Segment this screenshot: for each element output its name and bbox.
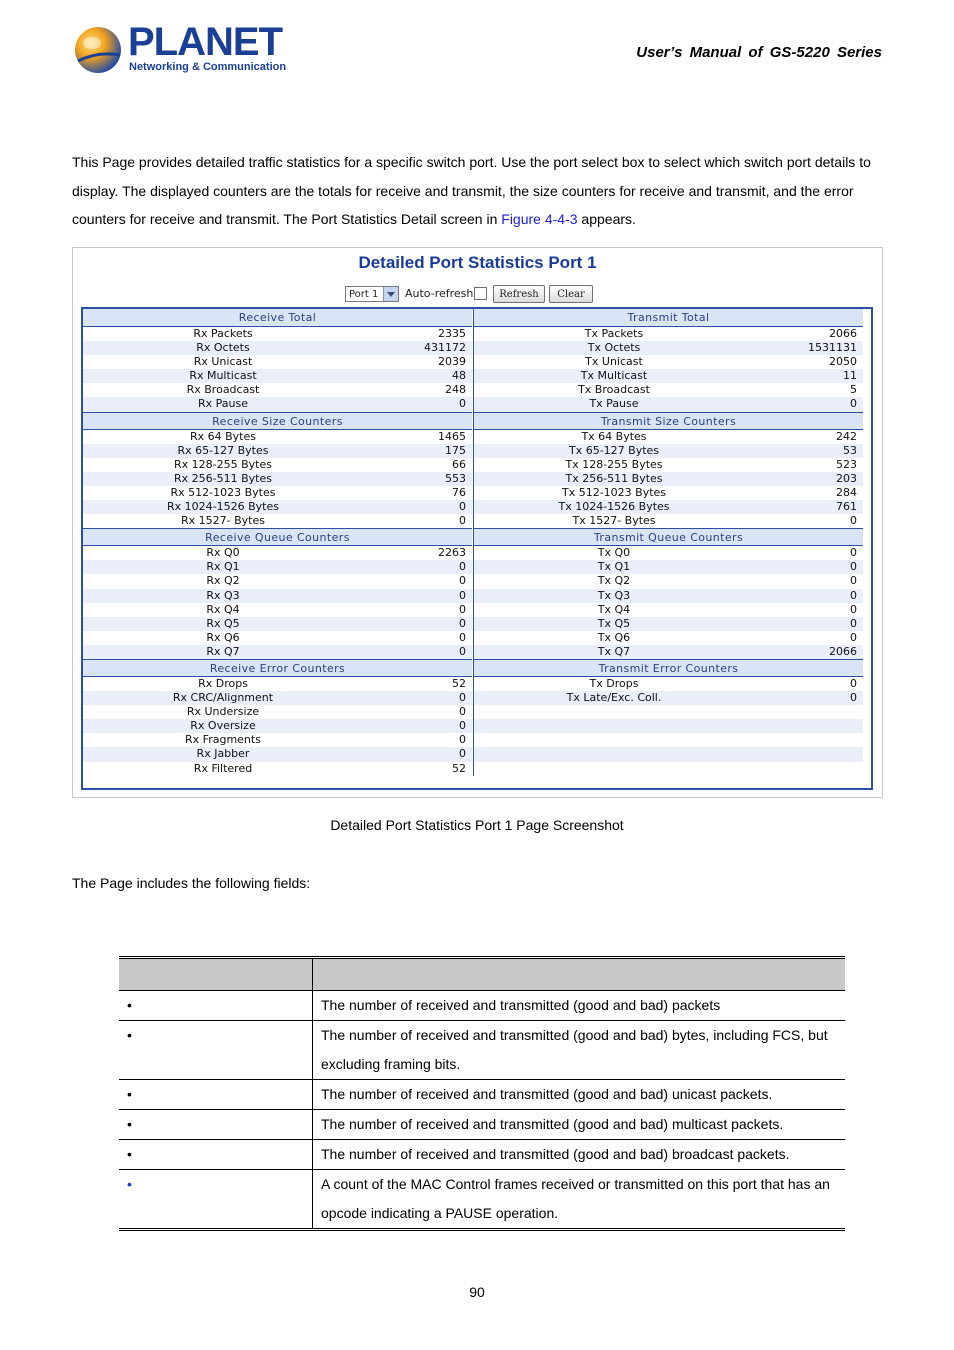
counter-value: 0 (850, 616, 857, 630)
counter-label: Tx Late/Exc. Coll. (566, 691, 662, 705)
table-row (119, 991, 845, 1021)
counter-value: 52 (452, 676, 466, 690)
counter-label: Rx Q6 (206, 630, 240, 644)
table-row (474, 631, 863, 645)
table-row (83, 514, 472, 528)
counter-value: 5 (850, 383, 857, 397)
table-row (83, 603, 472, 617)
counter-label: Tx Q0 (597, 546, 631, 560)
counter-value: 761 (836, 500, 857, 514)
table-row (119, 1170, 845, 1230)
description-cell: A count of the MAC Control frames received or transmitted on this port that has an opcode indicating a PAUSE operation. (313, 1170, 846, 1230)
counter-value: 1531131 (808, 341, 857, 355)
description-cell: The number of received and transmitted (good and bad) packets (313, 991, 846, 1021)
table-row (474, 458, 863, 472)
table-header-row (119, 958, 845, 991)
counter-label: Tx Octets (587, 341, 641, 355)
table-row (83, 617, 472, 631)
table-row (474, 677, 863, 691)
receive-column (83, 309, 472, 776)
port-select-value: Port 1 (349, 289, 379, 300)
table-row (83, 444, 472, 458)
table-row (474, 444, 863, 458)
table-row (474, 762, 863, 776)
counter-value: 242 (836, 429, 857, 443)
table-row (474, 617, 863, 631)
counter-label: Rx Packets (193, 327, 253, 340)
field-description-table (119, 956, 845, 1231)
table-row (119, 1021, 845, 1080)
planet-logo (72, 20, 287, 78)
counter-value: 2050 (829, 355, 857, 369)
counter-value: 203 (836, 471, 857, 485)
figure-caption: Detailed Port Statistics Port 1 Page Screenshot (330, 817, 624, 833)
table-row (474, 574, 863, 588)
figure-link[interactable]: Figure 4-4-3 (501, 211, 578, 228)
section-header: Transmit Size Counters (474, 412, 863, 430)
counter-value: 0 (459, 691, 466, 705)
section-header: Transmit Error Counters (474, 659, 863, 677)
counter-label: Rx Q7 (206, 644, 240, 658)
counter-label: Tx Unicast (585, 355, 643, 369)
counter-value: 0 (459, 500, 466, 514)
clear-button[interactable]: Clear (549, 285, 593, 303)
table-row (83, 341, 472, 355)
statistics-table (81, 307, 873, 790)
counter-label: Tx Pause (589, 397, 639, 411)
counter-value: 284 (836, 485, 857, 499)
intro-text: This Page provides detailed traffic statistics for a specific switch port. Use the port select box to select which switch port details to display. The displayed counters are the totals for receive and transmit, the size counters for receive and transmit, and the error counters for receive and transmit. The Port Statistics Detail screen in (72, 154, 871, 228)
counter-label: Rx 65-127 Bytes (177, 443, 269, 457)
table-row (119, 1080, 845, 1110)
table-row (83, 383, 472, 397)
counter-value: 0 (459, 747, 466, 761)
bullet-icon: • (127, 997, 132, 1013)
table-row (83, 705, 472, 719)
counter-label: Tx 65-127 Bytes (568, 443, 660, 457)
counter-label: Tx 1527- Bytes (572, 514, 656, 528)
counter-label: Tx Q4 (597, 602, 631, 616)
table-row (83, 472, 472, 486)
counter-label: Rx Drops (198, 676, 248, 690)
counter-label: Rx Octets (196, 341, 250, 355)
counter-label: Tx 128-255 Bytes (565, 457, 663, 471)
table-row (83, 546, 472, 560)
object-cell (119, 1080, 313, 1110)
counter-label: Rx Filtered (193, 761, 253, 775)
table-row (474, 691, 863, 705)
bullet-icon: • (127, 1086, 132, 1102)
object-cell (119, 1170, 313, 1230)
table-row (474, 733, 863, 747)
table-row (83, 500, 472, 514)
counter-value: 53 (843, 443, 857, 457)
counter-label: Tx 256-511 Bytes (565, 471, 663, 485)
table-row (83, 719, 472, 733)
counter-label: Tx Q7 (597, 644, 631, 658)
table-row (474, 560, 863, 574)
object-cell (119, 1110, 313, 1140)
counter-label: Tx Packets (584, 327, 644, 340)
table-row (474, 355, 863, 369)
counter-label: Rx Q5 (206, 616, 240, 630)
table-row (83, 747, 472, 761)
section-header: Transmit Queue Counters (474, 528, 863, 546)
counter-value: 0 (850, 676, 857, 690)
table-row (474, 341, 863, 355)
counter-value: 66 (452, 457, 466, 471)
counter-value: 0 (459, 574, 466, 588)
port-select[interactable] (345, 286, 399, 302)
counter-value: 0 (850, 691, 857, 705)
counter-label: Rx Oversize (190, 719, 256, 733)
counter-value: 0 (459, 616, 466, 630)
screenshot-panel (72, 247, 883, 798)
table-row (83, 397, 472, 411)
counter-value: 523 (836, 457, 857, 471)
counter-value: 0 (459, 514, 466, 528)
counter-value: 0 (850, 630, 857, 644)
counter-label: Tx 512-1023 Bytes (561, 485, 667, 499)
table-row (83, 430, 472, 444)
table-row (474, 397, 863, 411)
manual-title: User’s Manual of GS-5220 Series (636, 44, 882, 61)
bullet-icon: • (127, 1027, 132, 1043)
table-row (83, 733, 472, 747)
counter-value: 2039 (438, 355, 466, 369)
counter-value: 48 (452, 369, 466, 383)
globe-icon (72, 25, 124, 75)
table-row (474, 500, 863, 514)
section-header: Receive Error Counters (83, 659, 472, 677)
object-cell (119, 1140, 313, 1170)
table-row (83, 355, 472, 369)
counter-label: Rx 256-511 Bytes (174, 471, 272, 485)
counter-label: Rx Q0 (206, 546, 240, 560)
description-cell: The number of received and transmitted (good and bad) multicast packets. (313, 1110, 846, 1140)
counter-value: 553 (445, 471, 466, 485)
table-row (474, 603, 863, 617)
bullet-icon: • (127, 1176, 132, 1192)
table-row (83, 589, 472, 603)
counter-label: Rx CRC/Alignment (172, 691, 274, 705)
chevron-down-icon[interactable] (383, 287, 398, 301)
bullet-icon: • (127, 1116, 132, 1132)
counter-value: 0 (850, 588, 857, 602)
section-header: Receive Total (83, 309, 472, 327)
table-row (119, 1140, 845, 1170)
counter-label: Tx Q2 (597, 574, 631, 588)
table-row (474, 546, 863, 560)
table-row (83, 369, 472, 383)
counter-label: Tx 1024-1526 Bytes (558, 500, 670, 514)
counter-label: Tx Multicast (580, 369, 648, 383)
counter-label: Rx 64 Bytes (189, 429, 256, 443)
object-cell (119, 1021, 313, 1080)
counter-value: 0 (459, 705, 466, 719)
counter-value: 0 (850, 560, 857, 574)
counter-value: 0 (459, 588, 466, 602)
object-cell (119, 991, 313, 1021)
counter-value: 52 (452, 761, 466, 775)
counter-label: Rx Undersize (186, 705, 260, 719)
counter-value: 0 (459, 397, 466, 411)
panel-title: Detailed Port Statistics Port 1 (358, 253, 597, 272)
table-row (474, 705, 863, 719)
table-row (83, 677, 472, 691)
counter-value: 0 (850, 514, 857, 528)
counter-label: Tx Broadcast (578, 383, 650, 397)
table-row (474, 719, 863, 733)
counter-label: Tx Q3 (597, 588, 631, 602)
table-row (83, 486, 472, 500)
section-header: Transmit Total (474, 309, 863, 327)
counter-label: Tx Drops (589, 676, 639, 690)
table-row (83, 691, 472, 705)
counter-label: Tx Q5 (597, 616, 631, 630)
counter-value: 0 (850, 397, 857, 411)
counter-label: Rx Pause (198, 397, 248, 411)
table-row (474, 514, 863, 528)
table-row (474, 589, 863, 603)
table-row (119, 1110, 845, 1140)
table-row (83, 631, 472, 645)
counter-value: 0 (459, 733, 466, 747)
table-row (83, 574, 472, 588)
section-header: Receive Size Counters (83, 412, 472, 430)
table-row (474, 747, 863, 761)
logo-wordmark: PLANET (128, 20, 282, 64)
counter-value: 2335 (438, 327, 466, 340)
counter-label: Rx 512-1023 Bytes (170, 485, 276, 499)
page-number: 90 (469, 1284, 485, 1300)
counter-label: Rx 1527- Bytes (181, 514, 265, 528)
logo-tagline: Networking & Communication (129, 61, 287, 73)
table-row (474, 369, 863, 383)
counter-value: 0 (850, 602, 857, 616)
counter-label: Rx 128-255 Bytes (174, 457, 272, 471)
counter-label: Rx Jabber (196, 747, 250, 761)
section-header: Receive Queue Counters (83, 528, 472, 546)
counter-value: 11 (843, 369, 857, 383)
counter-label: Rx Fragments (185, 733, 261, 747)
bullet-icon: • (127, 1146, 132, 1162)
counter-value: 76 (452, 485, 466, 499)
counter-value: 0 (459, 644, 466, 658)
refresh-button[interactable]: Refresh (493, 285, 545, 303)
counter-label: Rx Multicast (189, 369, 257, 383)
header-cell-description (313, 958, 846, 991)
description-cell: The number of received and transmitted (good and bad) broadcast packets. (313, 1140, 846, 1170)
table-row (474, 383, 863, 397)
counter-value: 0 (459, 719, 466, 733)
counter-label: Tx Q1 (597, 560, 631, 574)
counter-label: Rx Q3 (206, 588, 240, 602)
auto-refresh-label: Auto-refresh (405, 287, 474, 300)
counter-value: 2263 (438, 546, 466, 560)
counter-label: Rx Q1 (206, 560, 240, 574)
counter-value: 0 (459, 560, 466, 574)
counter-label: Tx 64 Bytes (581, 429, 647, 443)
fields-intro: The Page includes the following fields: (72, 875, 311, 891)
table-row (474, 430, 863, 444)
description-cell: The number of received and transmitted (good and bad) bytes, including FCS, but excluding framing bits. (313, 1021, 846, 1080)
counter-label: Rx Q4 (206, 602, 240, 616)
counter-value: 2066 (829, 327, 857, 340)
table-row (83, 645, 472, 659)
header-cell-object (119, 958, 313, 991)
counter-value: 2066 (829, 644, 857, 658)
table-row (474, 327, 863, 341)
table-row (474, 645, 863, 659)
table-row (474, 486, 863, 500)
intro-text-end: appears. (577, 211, 636, 228)
table-row (83, 327, 472, 341)
counter-value: 0 (850, 546, 857, 560)
counter-label: Rx 1024-1526 Bytes (167, 500, 279, 514)
counter-label: Rx Broadcast (186, 383, 260, 397)
counter-value: 175 (445, 443, 466, 457)
counter-value: 0 (459, 602, 466, 616)
counter-value: 1465 (438, 429, 466, 443)
table-row (474, 472, 863, 486)
counter-value: 248 (445, 383, 466, 397)
counter-label: Rx Q2 (206, 574, 240, 588)
transmit-column (473, 309, 863, 776)
table-row (83, 458, 472, 472)
intro-paragraph (72, 148, 884, 234)
table-row (83, 762, 472, 776)
auto-refresh-checkbox[interactable] (474, 287, 487, 300)
counter-label: Tx Q6 (597, 630, 631, 644)
counter-value: 0 (850, 574, 857, 588)
counter-value: 431172 (424, 341, 466, 355)
description-cell: The number of received and transmitted (good and bad) unicast packets. (313, 1080, 846, 1110)
counter-label: Rx Unicast (193, 355, 253, 369)
counter-value: 0 (459, 630, 466, 644)
table-row (83, 560, 472, 574)
